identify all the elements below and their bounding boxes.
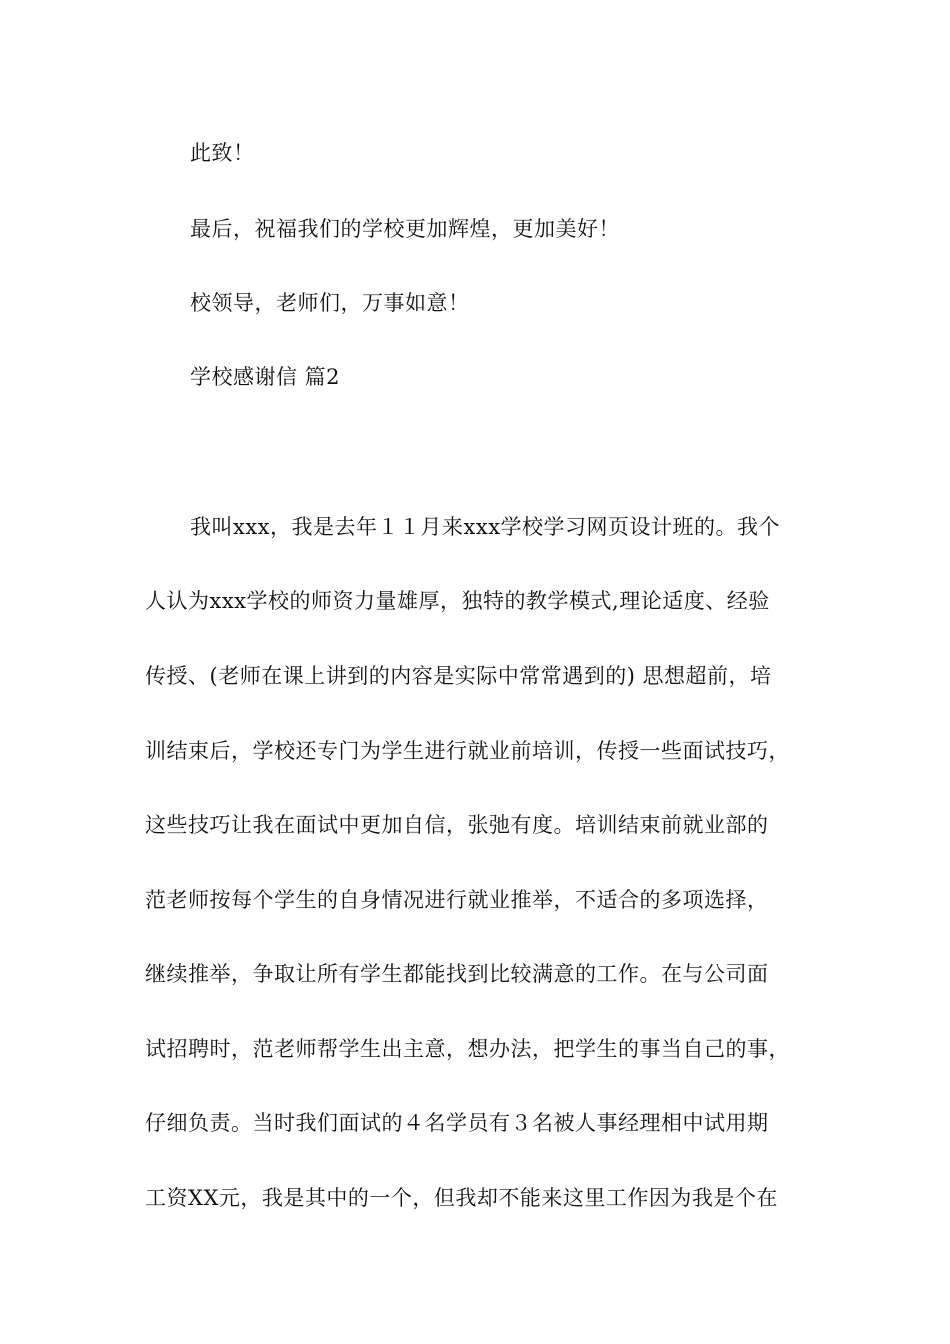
section-title: 学校感谢信 篇2 xyxy=(190,365,341,389)
body-line: 仔细负责。当时我们面试的４名学员有３名被人事经理相中试用期 xyxy=(145,1111,769,1135)
closing-salutation: 此致！ xyxy=(190,141,255,165)
body-line: 训结束后，学校还专门为学生进行就业前培训，传授一些面试技巧， xyxy=(145,739,790,763)
body-line: 工资XX元，我是其中的一个，但我却不能来这里工作因为我是个在 xyxy=(145,1186,778,1210)
closing-greeting: 校领导，老师们，万事如意！ xyxy=(190,291,470,315)
body-line: 继续推举，争取让所有学生都能找到比较满意的工作。在与公司面 xyxy=(145,962,769,986)
body-line: 范老师按每个学生的自身情况进行就业推举，不适合的多项选择， xyxy=(145,888,769,912)
closing-wish: 最后，祝福我们的学校更加辉煌，更加美好！ xyxy=(190,217,620,241)
body-line: 这些技巧让我在面试中更加自信，张弛有度。培训结束前就业部的 xyxy=(145,813,769,837)
body-line: 我叫xxx，我是去年１１月来xxx学校学习网页设计班的。我个 xyxy=(190,515,781,539)
body-line: 人认为xxx学校的师资力量雄厚，独特的教学模式,理论适度、经验 xyxy=(145,589,770,613)
body-line: 试招聘时，范老师帮学生出主意，想办法，把学生的事当自己的事， xyxy=(145,1037,790,1061)
body-line: 传授、(老师在课上讲到的内容是实际中常常遇到的) 思想超前，培 xyxy=(145,664,772,688)
